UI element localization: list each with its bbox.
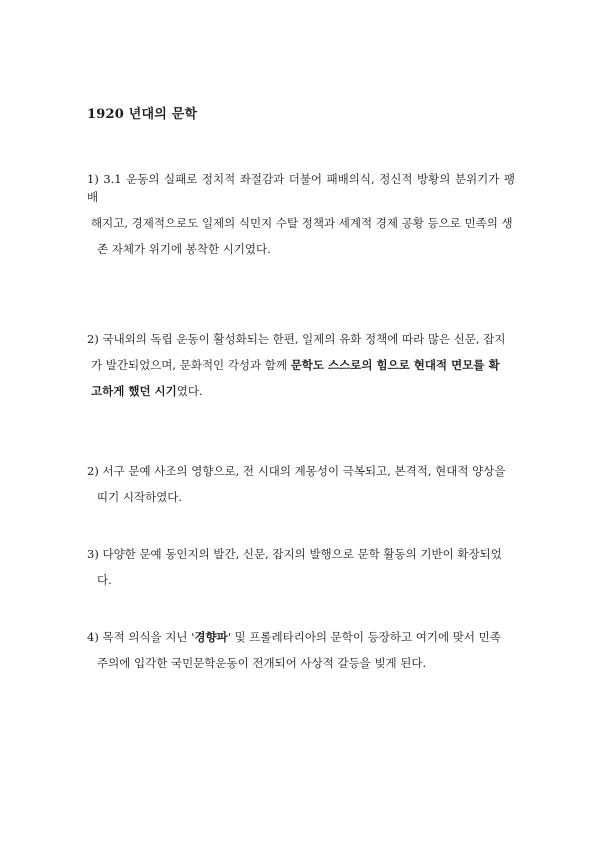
paragraph-3-line-2: 띠기 시작하였다. <box>97 490 183 504</box>
paragraph-4 <box>87 545 515 589</box>
paragraph-5-line-1-post: ' 및 프롤레타리아의 문학이 등장하고 여기에 맞서 민족 <box>227 630 501 644</box>
paragraph-5-line-1-pre: 4) 목적 의식을 지닌 ' <box>87 630 195 644</box>
paragraph-2-line-2-bold: 문학도 스스로의 힘으로 현대적 면모를 확 <box>290 358 500 372</box>
paragraph-5 <box>87 628 515 672</box>
paragraph-2-line-3 <box>87 382 515 400</box>
paragraph-5-line-1-bold: 경향파 <box>194 630 228 644</box>
paragraph-1 <box>87 170 515 258</box>
paragraph-2-line-3-bold: 고하게 했던 시기 <box>91 384 177 398</box>
paragraph-2 <box>87 330 515 400</box>
paragraph-5-line-2: 주의에 입각한 국민문학운동이 전개되어 사상적 갈등을 빚게 된다. <box>97 656 427 670</box>
paragraph-1-line-2: 해지고, 경제적으로도 일제의 식민지 수탈 정책과 세계적 경제 공황 등으로 민족의 생 <box>91 216 513 230</box>
paragraph-1-line-3: 존 자체가 위기에 봉착한 시기였다. <box>97 242 271 256</box>
paragraph-3 <box>87 462 515 506</box>
paragraph-2-line-3-plain: 였다. <box>176 384 203 398</box>
paragraph-4-line-1: 3) 다양한 문예 동인지의 발간, 신문, 잡지의 발행으로 문학 활동의 기반이 확장되었 <box>87 547 502 561</box>
paragraph-4-line-2: 다. <box>97 573 112 587</box>
paragraph-3-line-1: 2) 서구 문예 사조의 영향으로, 전 시대의 계몽성이 극복되고, 본격적, 현대적 양상을 <box>87 464 506 478</box>
paragraph-2-line-1: 2) 국내외의 독립 운동이 활성화되는 한편, 일제의 유화 정책에 따라 많은 신문, 잡지 <box>87 332 506 346</box>
paragraph-2-line-2-plain: 가 발간되었으며, 문화적인 각성과 함께 <box>91 358 291 372</box>
document-title: 1920 년대의 문학 <box>87 107 198 122</box>
paragraph-2-line-2 <box>87 356 515 374</box>
paragraph-1-line-1: 1) 3.1 운동의 실패로 정치적 좌절감과 더불어 패배의식, 정신적 방황의 분위기가 팽배 <box>87 172 515 204</box>
paragraph-5-line-1 <box>87 628 515 646</box>
